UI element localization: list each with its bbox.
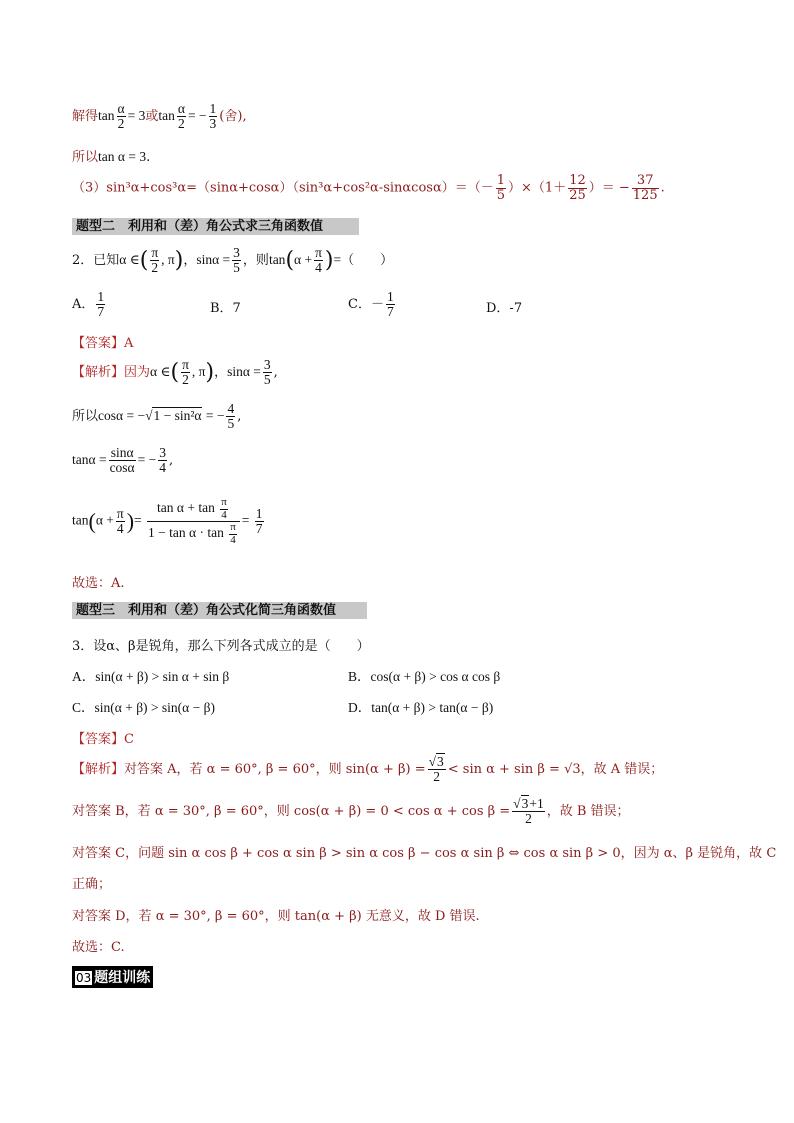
q3-option-c: C．sin(α + β) > sin(α − β): [72, 700, 215, 715]
q2-analysis-2: 所以cosα = −√1 − sin²α = − $\frac{4}{5}$ ,: [72, 401, 242, 432]
q3-analysis-c: 对答案 C，问题 sin α cos β + cos α sin β > sin α cos β − cos α sin β ⇔ cos α sin β > 0，因为 α、β 是锐角，故 C: [72, 846, 777, 861]
q2-conclusion: 故选：A.: [72, 576, 125, 591]
q3-analysis-d: 对答案 D，若 α = 30°, β = 60°，则 tan(α + β) 无意义，故 D 错误.: [72, 909, 480, 924]
q3-analysis-c2: 正确；: [72, 877, 112, 892]
q3-analysis-a: 【解析】对答案 A，若 α = 60°, β = 60°，则 sin(α + β) = $\frac{√3}{2}$ < sin α + sin β = √3，故 A 错误；: [72, 754, 664, 785]
q3-answer: 【答案】C: [72, 732, 134, 747]
q2-analysis-1: 【解析】因为α ∈( $\frac{\pi}{2}$ , π)，sinα = $\frac{3}{5}$ ,: [72, 357, 278, 388]
section-header-3: 题型三 利用和（差）角公式化简三角函数值: [72, 602, 367, 619]
q3-option-b: B．cos(α + β) > cos α cos β: [348, 669, 501, 684]
q3-analysis-b: 对答案 B，若 α = 30°, β = 60°，则 cos(α + β) = 0 < cos α + cos β = $\frac{√3+1}{2}$ ，故 B 错误；: [72, 796, 630, 827]
solve-line: 解得tan $\frac{\alpha}{2}$ = 3或tan $\frac{\alpha}{2}$ = − $\frac{1}{3}$ (舍),: [72, 101, 247, 132]
q2-answer: 【答案】A: [72, 336, 134, 351]
q2-option-a: A． $\frac{1}{7}$: [72, 289, 105, 320]
section-title: 题组训练: [94, 970, 151, 986]
section-number: 03: [76, 971, 92, 985]
so-line: 所以tan α = 3.: [72, 149, 151, 165]
q3-stem: 3．设α、β是锐角，那么下列各式成立的是（ ）: [72, 639, 370, 654]
section-header-2: 题型二 利用和（差）角公式求三角函数值: [72, 218, 359, 235]
q3-option-d: D．tan(α + β) > tan(α − β): [348, 700, 494, 715]
q2-option-b: B．7: [210, 301, 241, 316]
q3-option-a: A．sin(α + β) > sin α + sin β: [72, 669, 230, 684]
q2-analysis-4: tan(α + $\frac{\pi}{4}$ )= tan α + tan $\frac{\pi}{4}$ 1 − tan α · tan $\frac{\pi}{4}$ = $\frac{1}{7}$: [72, 496, 263, 546]
part3-line: （3）sin³α+cos³α=（sinα+cosα）（sin³α+cos²α-sinαcosα）＝（－ $\frac{1}{5}$ ）×（1＋ $\frac{12}{25}$ ）＝ − $\frac{37}{125}$ .: [72, 173, 665, 203]
q2-analysis-3: tanα = $\frac{\sin\alpha}{\cos\alpha}$ = − $\frac{3}{4}$ ,: [72, 445, 174, 476]
section-bar: [72, 966, 153, 988]
q2-stem: 2．已知α ∈( $\frac{\pi}{2}$ , π)，sinα = $\frac{3}{5}$ ，则tan(α + $\frac{\pi}{4}$ )=（ ）: [72, 245, 394, 276]
q2-option-c: C．－ $\frac{1}{7}$: [348, 289, 394, 320]
q2-option-d: D．-7: [486, 301, 523, 316]
q3-conclusion: 故选：C.: [72, 940, 125, 955]
